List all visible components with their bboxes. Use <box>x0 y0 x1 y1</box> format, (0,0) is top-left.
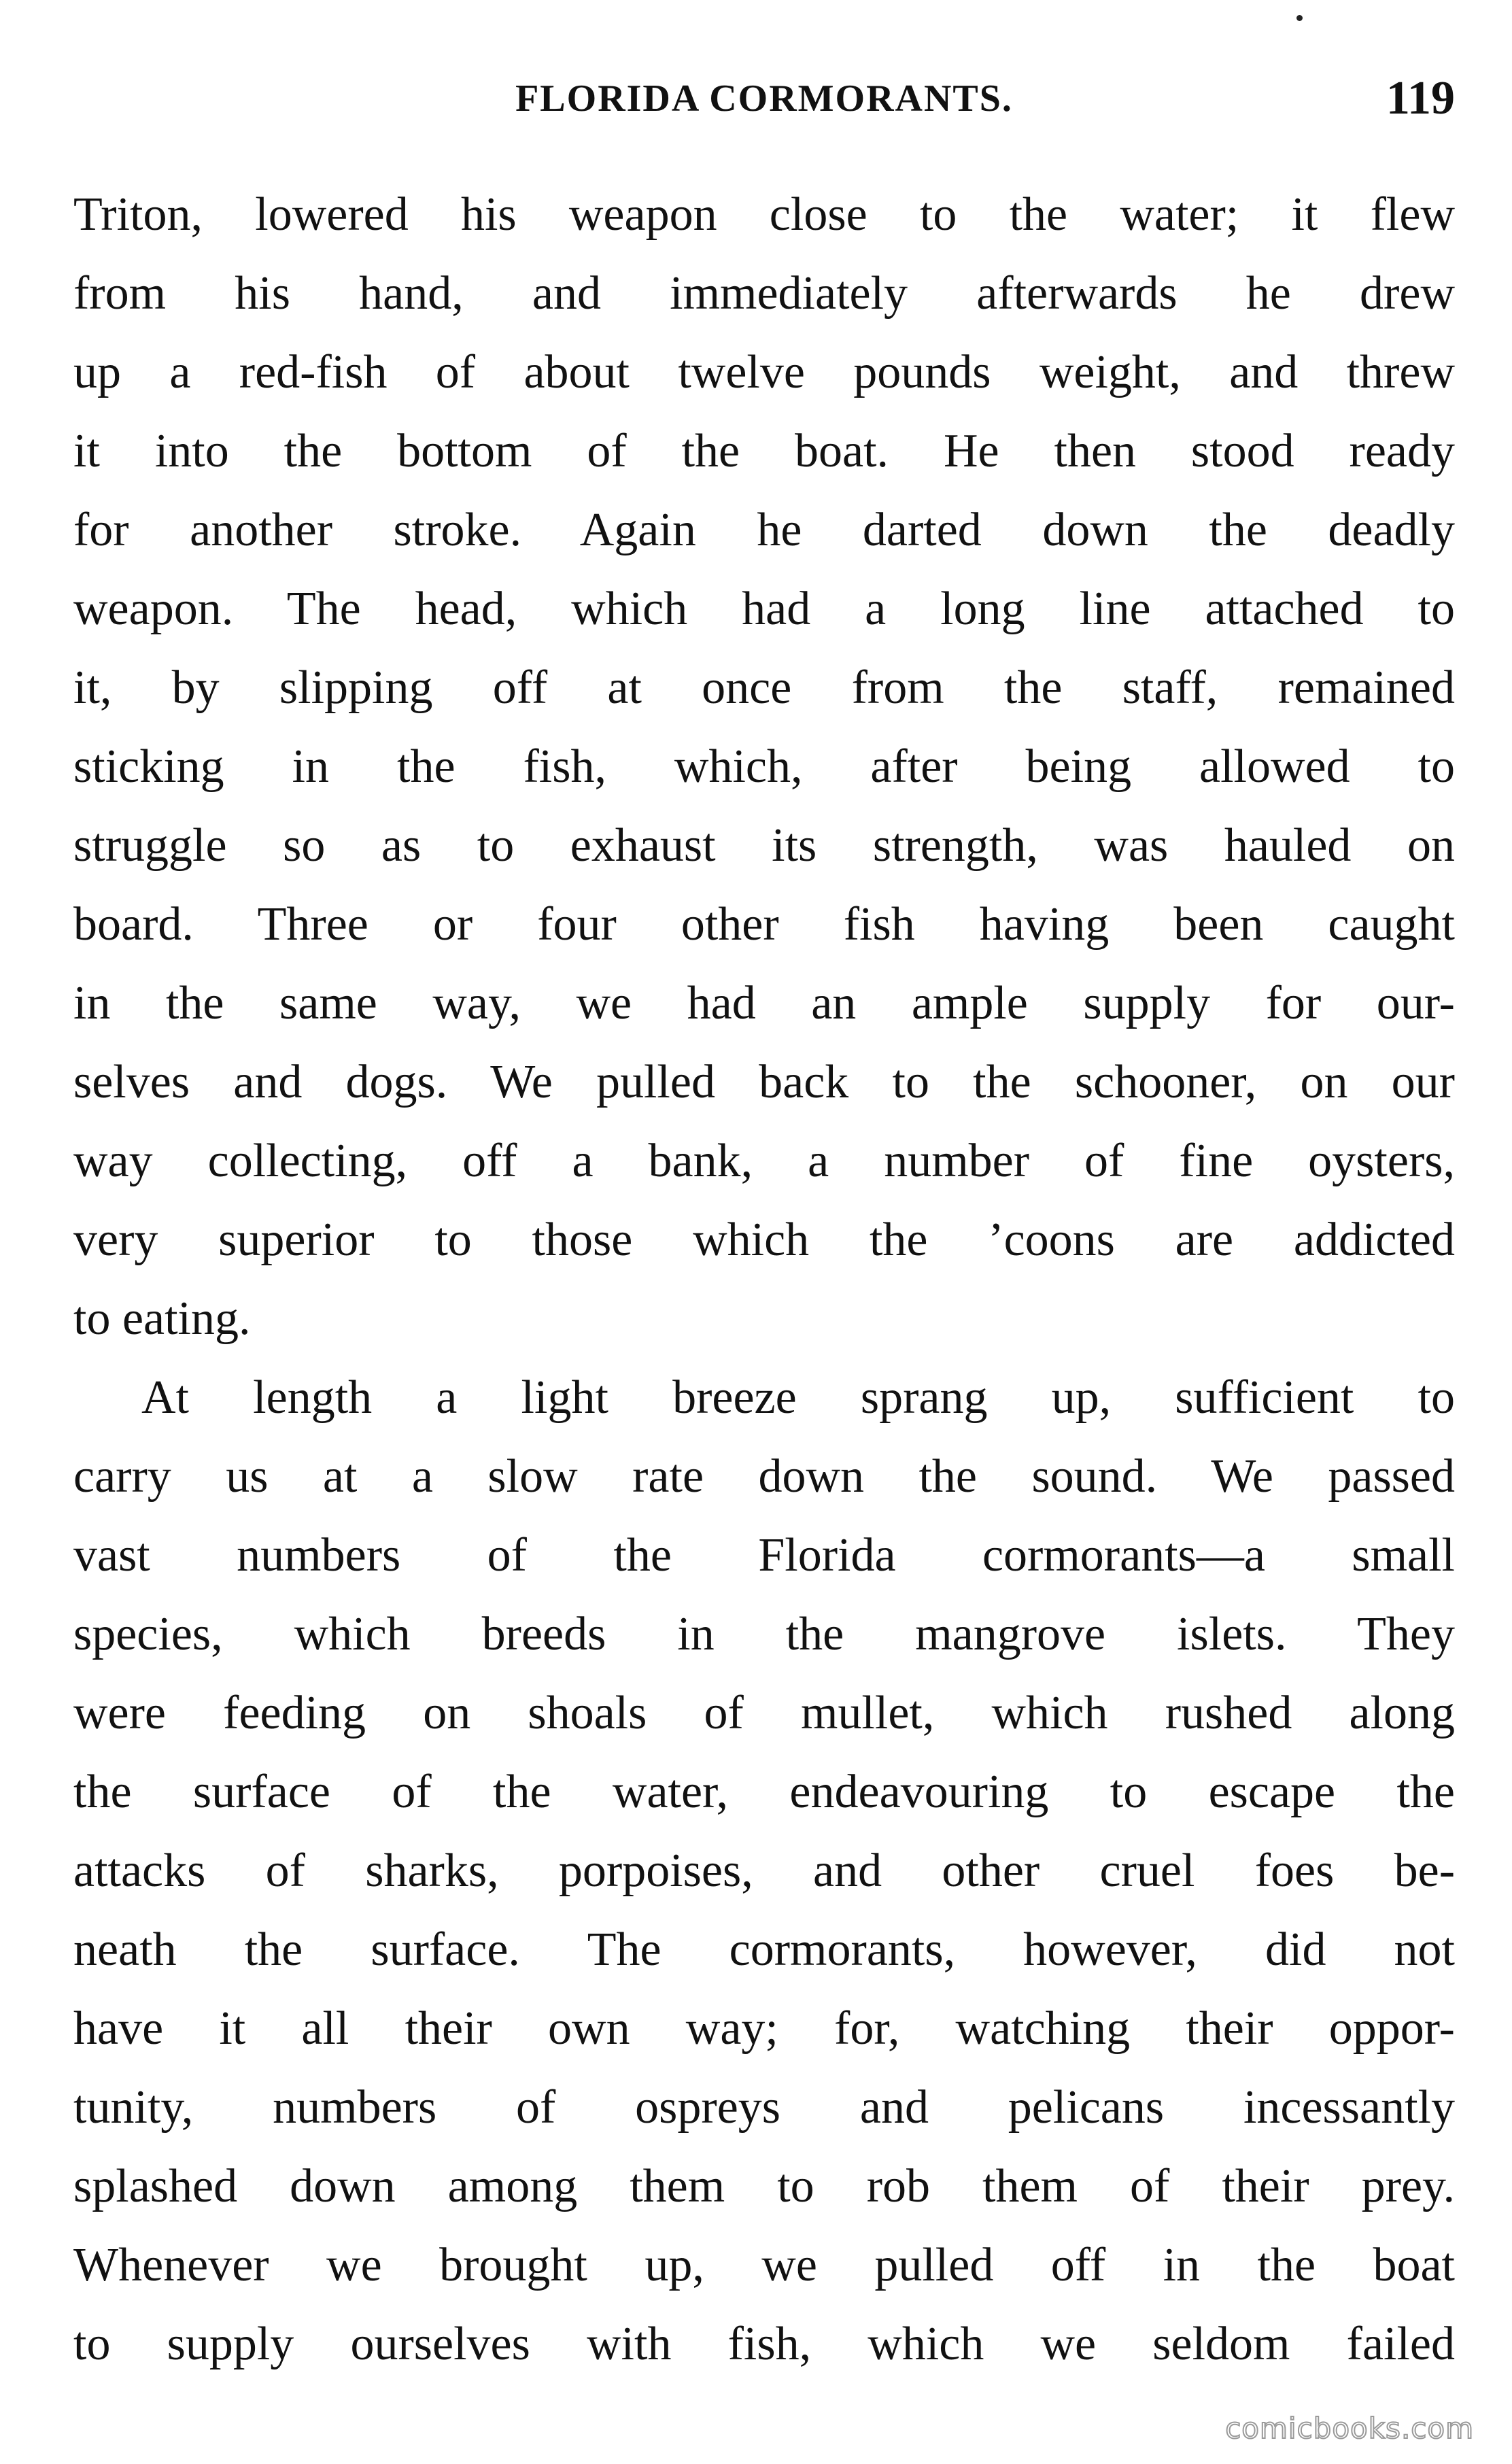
page-number: 119 <box>1386 72 1455 124</box>
text-line: for another stroke. Again he darted down the deadly <box>73 504 1455 556</box>
text-line: it, by slipping off at once from the staff, remained <box>73 662 1455 714</box>
running-head: FLORIDA CORMORANTS. <box>515 78 1013 120</box>
text-line: tunity, numbers of ospreys and pelicans incessantly <box>73 2081 1455 2134</box>
ink-speck <box>1296 15 1303 21</box>
text-line: Triton, lowered his weapon close to the water; it flew <box>73 188 1455 241</box>
text-line: way collecting, off a bank, a number of fine oysters, <box>73 1135 1455 1187</box>
text-line: attacks of sharks, porpoises, and other cruel foes be- <box>73 1845 1455 1897</box>
text-line: have it all their own way; for, watching their oppor- <box>73 2002 1455 2055</box>
text-line: species, which breeds in the mangrove islets. They <box>73 1608 1455 1660</box>
text-line: it into the bottom of the boat. He then stood ready <box>73 425 1455 477</box>
body-text <box>73 175 1455 2384</box>
text-line: weapon. The head, which had a long line attached to <box>73 583 1455 635</box>
text-line: board. Three or four other fish having been caught <box>73 898 1455 951</box>
text-line: splashed down among them to rob them of their prey. <box>73 2160 1455 2212</box>
paragraph-start-line: At length a light breeze sprang up, sufficient to <box>141 1371 1455 1424</box>
text-line: struggle so as to exhaust its strength, was hauled on <box>73 819 1455 872</box>
text-line: Whenever we brought up, we pulled off in the boat <box>73 2239 1455 2291</box>
watermark: comicbooks.com <box>1225 2412 1474 2445</box>
text-line: vast numbers of the Florida cormorants—a small <box>73 1529 1455 1581</box>
text-line: sticking in the fish, which, after being allowed to <box>73 740 1455 793</box>
page-header <box>73 68 1455 129</box>
text-line: in the same way, we had an ample supply for our- <box>73 977 1455 1029</box>
paragraph-end-line: to eating. <box>73 1293 251 1345</box>
text-line: selves and dogs. We pulled back to the schooner, on our <box>73 1056 1455 1108</box>
text-line: carry us at a slow rate down the sound. We passed <box>73 1450 1455 1503</box>
text-line: to supply ourselves with fish, which we seldom failed <box>73 2318 1455 2370</box>
text-line: from his hand, and immediately afterwards he drew <box>73 267 1455 320</box>
text-line: up a red-fish of about twelve pounds weight, and threw <box>73 346 1455 398</box>
text-line: very superior to those which the ’coons are addicted <box>73 1214 1455 1266</box>
text-line: were feeding on shoals of mullet, which rushed along <box>73 1687 1455 1739</box>
text-line: neath the surface. The cormorants, however, did not <box>73 1923 1455 1976</box>
text-line: the surface of the water, endeavouring to escape the <box>73 1766 1455 1818</box>
